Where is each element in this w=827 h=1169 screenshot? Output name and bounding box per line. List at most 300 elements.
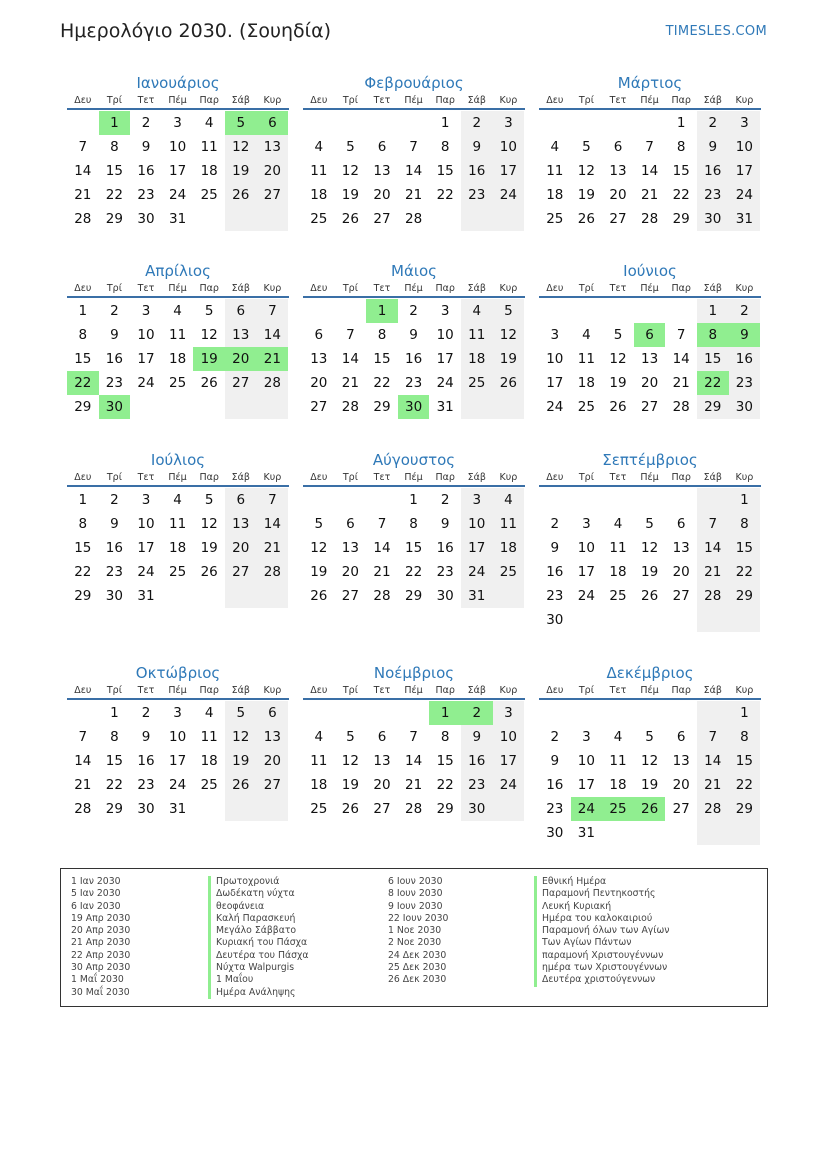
day-cell: 30	[105, 588, 123, 604]
holiday-entry: 1 Νοε 2030	[388, 925, 442, 937]
weekday-label: Τρί	[342, 685, 358, 696]
week-row	[67, 725, 289, 749]
holiday-entry: Παραμονή όλων των Αγίων	[534, 925, 669, 937]
day-cell: 9	[550, 540, 560, 556]
empty-cell	[366, 488, 398, 512]
weekday-label: Κυρ	[263, 685, 282, 696]
week-row	[539, 584, 761, 608]
day-cell: 21	[341, 375, 359, 391]
day-cell: 16	[137, 163, 155, 179]
day-cell: 27	[310, 399, 328, 415]
day-cell: 11	[168, 516, 187, 532]
weekday-label: Τρί	[342, 283, 358, 294]
day-cell: 29	[404, 588, 423, 604]
weekday-label: Πέμ	[640, 685, 659, 696]
day-cell: 5	[582, 139, 591, 155]
empty-cell	[193, 395, 225, 419]
day-cell: 6	[346, 516, 355, 532]
week-row	[539, 183, 761, 207]
weekday-label: Παρ	[199, 95, 219, 106]
empty-cell	[602, 299, 634, 323]
week-row	[303, 323, 525, 347]
day-cell: 1	[78, 303, 88, 319]
day-cell: 2	[141, 705, 151, 721]
week-row	[539, 536, 761, 560]
day-cell: 28	[341, 399, 359, 415]
day-cell: 1	[78, 492, 88, 508]
week-row	[303, 725, 525, 749]
day-cell: 9	[141, 139, 151, 155]
day-cell: 12	[310, 540, 328, 556]
empty-cell	[162, 395, 194, 419]
day-cell: 7	[257, 488, 289, 512]
day-cell: 10	[493, 135, 525, 159]
weekday-label: Παρ	[671, 95, 691, 106]
week-row	[303, 560, 525, 584]
day-cell: 17	[577, 564, 595, 580]
day-cell: 15	[672, 163, 690, 179]
weekday-label: Παρ	[199, 283, 219, 294]
day-cell: 9	[729, 323, 761, 347]
day-cell: 30	[729, 395, 761, 419]
empty-cell	[398, 701, 430, 725]
weekday-header	[67, 471, 289, 487]
day-cell: 10	[577, 540, 595, 556]
day-cell: 1	[697, 299, 729, 323]
weekday-label: Σάβ	[703, 95, 722, 106]
day-cell: 29	[105, 211, 123, 227]
day-cell: 28	[257, 371, 289, 395]
month-block	[67, 72, 289, 231]
day-cell: 18	[577, 375, 595, 391]
day-cell: 16	[137, 753, 155, 769]
day-cell: 20	[310, 375, 328, 391]
day-cell: 24	[461, 560, 493, 584]
day-cell: 16	[461, 749, 493, 773]
day-cell: 12	[640, 753, 659, 769]
weekday-label: Δευ	[546, 472, 564, 483]
month-block	[303, 260, 525, 419]
weekday-header	[67, 684, 289, 700]
day-cell: 18	[200, 753, 218, 769]
empty-cell	[303, 111, 335, 135]
holiday-entry: 26 Δεκ 2030	[388, 974, 447, 986]
day-cell: 7	[346, 327, 355, 343]
day-cell: 10	[546, 351, 564, 367]
day-cell: 23	[436, 564, 454, 580]
day-cell: 23	[105, 564, 123, 580]
month-name: Μάρτιος	[617, 74, 683, 92]
day-cell: 18	[168, 351, 187, 367]
day-cell: 8	[377, 327, 387, 343]
day-cell: 9	[110, 327, 119, 343]
day-cell: 11	[577, 351, 595, 367]
week-row	[67, 207, 289, 231]
day-cell: 27	[341, 588, 359, 604]
weekday-label: Σάβ	[467, 283, 486, 294]
week-row	[539, 797, 761, 821]
day-cell: 1	[99, 111, 131, 135]
month-block	[539, 449, 761, 632]
day-cell: 10	[137, 327, 155, 343]
weekday-label: Πέμ	[168, 685, 187, 696]
month-name: Φεβρουάριος	[364, 74, 464, 92]
day-cell: 25	[577, 399, 595, 415]
day-cell: 24	[168, 187, 187, 203]
empty-cell	[602, 701, 634, 725]
day-cell: 20	[341, 564, 359, 580]
empty-cell	[398, 111, 430, 135]
day-cell: 3	[729, 111, 761, 135]
holiday-entry: 22 Απρ 2030	[71, 949, 131, 961]
day-cell: 30	[398, 395, 430, 419]
week-row	[67, 183, 289, 207]
day-cell: 17	[436, 351, 454, 367]
day-cell: 20	[609, 187, 627, 203]
day-cell: 14	[373, 540, 391, 556]
day-cell: 24	[137, 564, 155, 580]
weekday-label: Τρί	[578, 472, 594, 483]
weekday-label: Πέμ	[640, 95, 659, 106]
day-cell: 28	[74, 801, 92, 817]
day-cell: 1	[676, 115, 686, 131]
day-cell: 12	[609, 351, 627, 367]
empty-cell	[571, 701, 603, 725]
day-cell: 16	[729, 347, 761, 371]
day-cell: 29	[105, 801, 123, 817]
day-cell: 29	[373, 399, 391, 415]
day-cell: 18	[461, 347, 493, 371]
empty-cell	[303, 299, 335, 323]
week-row	[303, 111, 525, 135]
day-cell: 3	[582, 516, 591, 532]
holiday-entry: 30 Απρ 2030	[71, 962, 131, 974]
weekday-label: Σάβ	[231, 283, 250, 294]
empty-cell	[539, 299, 571, 323]
day-cell: 5	[314, 516, 324, 532]
empty-cell	[493, 584, 525, 608]
day-cell: 1	[729, 701, 761, 725]
empty-cell	[665, 608, 697, 632]
day-cell: 19	[193, 347, 225, 371]
day-cell: 8	[729, 512, 761, 536]
day-cell: 27	[672, 801, 690, 817]
day-cell: 24	[137, 375, 155, 391]
empty-cell	[366, 111, 398, 135]
day-cell: 5	[645, 729, 654, 745]
holiday-names-right	[534, 876, 669, 987]
month-block	[303, 662, 525, 821]
weekday-label: Τρί	[578, 95, 594, 106]
weekday-label: Σάβ	[467, 685, 486, 696]
weekday-label: Παρ	[671, 472, 691, 483]
holiday-entry: Ημέρα Ανάληψης	[208, 987, 309, 999]
empty-cell	[257, 395, 289, 419]
day-cell: 7	[676, 327, 686, 343]
day-cell: 29	[74, 588, 92, 604]
week-row	[67, 701, 289, 725]
month-block	[539, 662, 761, 845]
day-cell: 9	[461, 135, 493, 159]
day-cell: 14	[697, 749, 729, 773]
empty-cell	[697, 821, 729, 845]
day-cell: 26	[609, 399, 627, 415]
day-cell: 1	[366, 299, 398, 323]
day-cell: 9	[550, 753, 560, 769]
empty-cell	[634, 608, 666, 632]
holiday-entry: 9 Ιουν 2030	[388, 900, 443, 912]
holiday-entry: Καλή Παρασκευή	[208, 913, 309, 925]
day-cell: 31	[168, 211, 187, 227]
day-cell: 28	[74, 211, 92, 227]
day-cell: 12	[341, 753, 359, 769]
day-cell: 23	[137, 187, 155, 203]
day-cell: 6	[634, 323, 666, 347]
day-cell: 6	[613, 139, 623, 155]
day-cell: 11	[200, 729, 218, 745]
day-cell: 2	[461, 701, 493, 725]
weekday-label: Τρί	[106, 685, 122, 696]
empty-cell	[665, 701, 697, 725]
day-cell: 18	[546, 187, 564, 203]
day-cell: 13	[341, 540, 359, 556]
empty-cell	[697, 701, 729, 725]
brand-link[interactable]: TIMESLES.COM	[665, 24, 767, 39]
day-cell: 24	[571, 797, 603, 821]
day-cell: 14	[404, 163, 423, 179]
empty-cell	[493, 797, 525, 821]
week-row	[539, 749, 761, 773]
day-cell: 4	[173, 303, 182, 319]
day-cell: 17	[137, 351, 155, 367]
day-cell: 24	[493, 773, 525, 797]
day-cell: 16	[697, 159, 729, 183]
day-cell: 3	[141, 492, 151, 508]
week-row	[67, 135, 289, 159]
day-cell: 22	[436, 777, 454, 793]
day-cell: 9	[141, 729, 151, 745]
week-row	[539, 135, 761, 159]
day-cell: 7	[78, 729, 88, 745]
day-cell: 23	[546, 588, 564, 604]
day-cell: 12	[640, 540, 659, 556]
month-block	[303, 72, 525, 231]
day-cell: 13	[257, 135, 289, 159]
empty-cell	[225, 207, 257, 231]
holiday-names-left	[208, 876, 309, 999]
week-row	[67, 536, 289, 560]
holiday-entry: 6 Ιαν 2030	[71, 900, 121, 912]
day-cell: 2	[461, 111, 493, 135]
weekday-label: Παρ	[435, 685, 455, 696]
weekday-label: Κυρ	[735, 685, 754, 696]
day-cell: 5	[346, 139, 355, 155]
weekday-label: Κυρ	[263, 472, 282, 483]
empty-cell	[634, 488, 666, 512]
day-cell: 11	[461, 323, 493, 347]
day-cell: 23	[461, 773, 493, 797]
empty-cell	[602, 608, 634, 632]
holiday-entry: 22 Ιουν 2030	[388, 912, 449, 924]
day-cell: 2	[440, 492, 450, 508]
week-row	[303, 299, 525, 323]
day-cell: 1	[440, 115, 450, 131]
day-cell: 13	[672, 540, 690, 556]
day-cell: 12	[341, 163, 359, 179]
week-row	[539, 488, 761, 512]
weekday-header	[539, 684, 761, 700]
empty-cell	[539, 488, 571, 512]
empty-cell	[602, 111, 634, 135]
weekday-label: Παρ	[435, 95, 455, 106]
day-cell: 4	[613, 516, 623, 532]
day-cell: 9	[461, 725, 493, 749]
holiday-entry: Κυριακή του Πάσχα	[208, 937, 309, 949]
day-cell: 15	[436, 163, 454, 179]
day-cell: 14	[341, 351, 359, 367]
day-cell: 6	[676, 729, 686, 745]
day-cell: 16	[461, 159, 493, 183]
day-cell: 29	[672, 211, 690, 227]
day-cell: 23	[137, 777, 155, 793]
day-cell: 25	[310, 211, 328, 227]
week-row	[303, 347, 525, 371]
day-cell: 2	[110, 492, 119, 508]
day-cell: 26	[200, 564, 218, 580]
day-cell: 19	[310, 564, 328, 580]
day-cell: 17	[493, 749, 525, 773]
month-name: Μάιος	[391, 262, 437, 280]
day-cell: 30	[137, 211, 155, 227]
day-cell: 30	[697, 207, 729, 231]
weekday-label: Δευ	[546, 95, 564, 106]
empty-cell	[257, 797, 289, 821]
day-cell: 22	[672, 187, 690, 203]
day-cell: 15	[105, 753, 123, 769]
holiday-entry: 19 Απρ 2030	[71, 912, 131, 924]
holiday-entry: Μεγάλο Σάββατο	[208, 925, 309, 937]
day-cell: 4	[582, 327, 591, 343]
day-cell: 27	[225, 371, 257, 395]
day-cell: 8	[676, 139, 686, 155]
month-name: Ιανουάριος	[136, 74, 220, 92]
day-cell: 21	[640, 187, 659, 203]
day-cell: 22	[729, 773, 761, 797]
day-cell: 12	[225, 725, 257, 749]
weekday-label: Τρί	[342, 95, 358, 106]
day-cell: 19	[640, 777, 659, 793]
week-row	[303, 371, 525, 395]
day-cell: 24	[493, 183, 525, 207]
weekday-label: Σάβ	[231, 95, 250, 106]
weekday-label: Παρ	[199, 472, 219, 483]
day-cell: 21	[697, 560, 729, 584]
day-cell: 2	[409, 303, 418, 319]
day-cell: 28	[404, 211, 423, 227]
day-cell: 7	[78, 139, 88, 155]
day-cell: 28	[697, 584, 729, 608]
empty-cell	[225, 584, 257, 608]
weekday-label: Τετ	[609, 95, 627, 106]
empty-cell	[162, 584, 194, 608]
day-cell: 23	[404, 375, 423, 391]
weekday-label: Σάβ	[703, 685, 722, 696]
holiday-entry: 6 Ιουν 2030	[388, 876, 443, 887]
holiday-entry: Εθνική Ημέρα	[534, 876, 669, 888]
day-cell: 21	[257, 347, 289, 371]
day-cell: 22	[105, 187, 123, 203]
day-cell: 12	[225, 135, 257, 159]
day-cell: 12	[200, 516, 218, 532]
week-row	[539, 111, 761, 135]
day-cell: 19	[200, 540, 218, 556]
day-cell: 11	[493, 512, 525, 536]
day-cell: 20	[225, 536, 257, 560]
day-cell: 30	[99, 395, 131, 419]
day-cell: 25	[609, 588, 627, 604]
holiday-entry: Δωδέκατη νύχτα	[208, 888, 309, 900]
weekday-label: Τρί	[342, 472, 358, 483]
day-cell: 8	[110, 139, 119, 155]
day-cell: 1	[409, 492, 418, 508]
day-cell: 30	[546, 612, 564, 628]
week-row	[303, 749, 525, 773]
day-cell: 22	[105, 777, 123, 793]
day-cell: 6	[377, 729, 387, 745]
empty-cell	[335, 299, 367, 323]
day-cell: 3	[582, 729, 591, 745]
holiday-entry: 1 Μαΐου	[208, 974, 309, 986]
day-cell: 6	[257, 111, 289, 135]
day-cell: 10	[461, 512, 493, 536]
day-cell: 30	[436, 588, 454, 604]
day-cell: 15	[74, 540, 92, 556]
day-cell: 4	[493, 488, 525, 512]
weekday-label: Τετ	[373, 283, 391, 294]
day-cell: 1	[429, 701, 461, 725]
day-cell: 18	[310, 777, 328, 793]
day-cell: 25	[200, 187, 218, 203]
day-cell: 31	[137, 588, 155, 604]
day-cell: 15	[404, 540, 423, 556]
day-cell: 7	[409, 139, 418, 155]
week-row	[539, 371, 761, 395]
day-cell: 6	[225, 299, 257, 323]
weekday-label: Κυρ	[499, 95, 518, 106]
weekday-label: Παρ	[671, 685, 691, 696]
empty-cell	[634, 111, 666, 135]
day-cell: 29	[74, 399, 92, 415]
day-cell: 18	[200, 163, 218, 179]
day-cell: 31	[461, 584, 493, 608]
weekday-label: Τετ	[609, 283, 627, 294]
weekday-label: Τετ	[137, 95, 155, 106]
weekday-label: Σάβ	[467, 472, 486, 483]
weekday-label: Τετ	[137, 283, 155, 294]
day-cell: 19	[341, 777, 359, 793]
month-name: Σεπτέμβριος	[602, 451, 698, 469]
day-cell: 4	[461, 299, 493, 323]
day-cell: 23	[697, 183, 729, 207]
week-row	[303, 183, 525, 207]
day-cell: 15	[105, 163, 123, 179]
day-cell: 7	[697, 512, 729, 536]
page-title: Ημερολόγιο 2030. (Σουηδία)	[60, 20, 332, 42]
holiday-entry: 30 Μαΐ 2030	[71, 986, 130, 998]
day-cell: 10	[577, 753, 595, 769]
week-row	[539, 512, 761, 536]
day-cell: 21	[257, 536, 289, 560]
